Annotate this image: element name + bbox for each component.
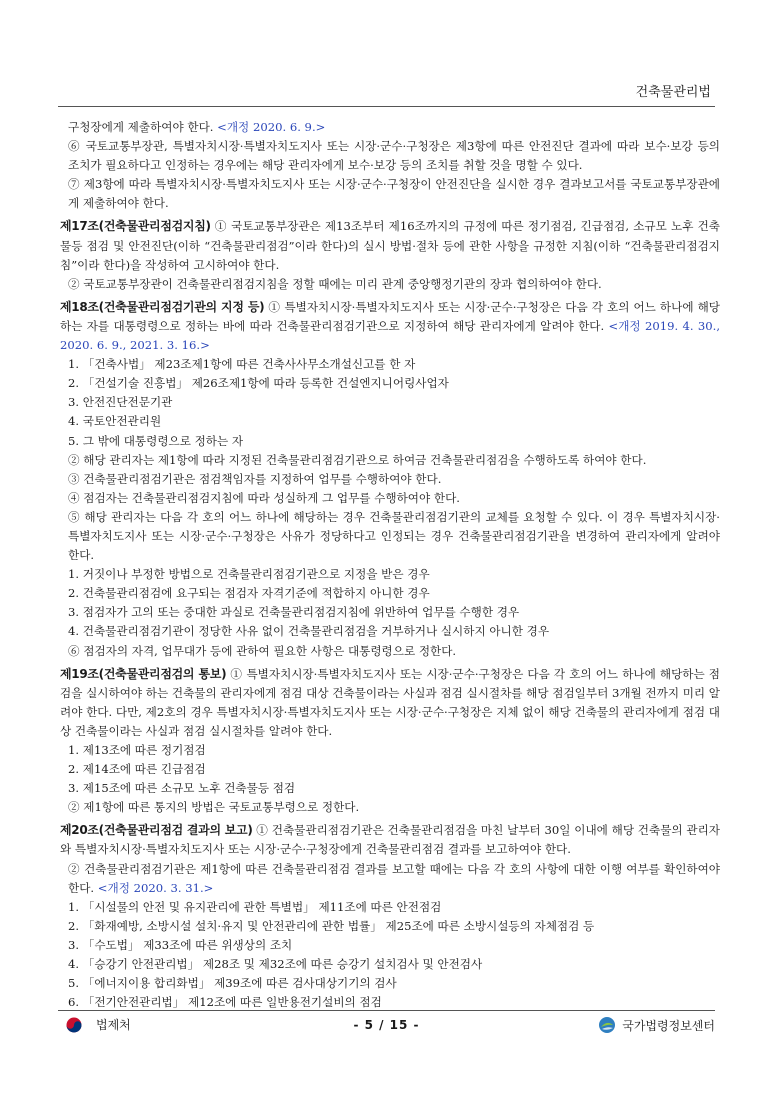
list-item: 4. 국토안전관리원: [68, 414, 162, 429]
article-heading: 제20조(건축물관리점검 결과의 보고): [60, 823, 253, 838]
list-item: 4. 「승강기 안전관리법」 제28조 및 제32조에 따른 승강기 설치검사 및 안전검사: [68, 957, 483, 972]
article-19: 제19조(건축물관리점검의 통보) ① 특별자치시장·특별자치도지사 또는 시장·군수·구청장은 다음 각 호의 어느 하나에 해당하는 점검을 실시하여야 하는 건축물의 관리자에게 점검 대상 건축물이라는 사실과 점검 실시절차를 해당 점검일부터 3개월 전까지 미리 알려야 한다. 다만, 제2호의 경우 특별자치시장·특별자치도지사 또는 시장·군수·구청장은 지체 없이 해당 건축물의 관리자에게 점검 대상 건축물이라는 사실과 점검 실시절차를 알려야 한다.: [60, 666, 720, 738]
article-20: 제20조(건축물관리점검 결과의 보고) ① 건축물관리점검기관은 건축물관리점검을 마친 날부터 30일 이내에 해당 건축물의 관리자와 특별자치시장·특별자치도지사 또는 시장·군수·구청장에게 건축물관리점검 결과를 보고하여야 한다.: [60, 823, 720, 857]
paragraph: ⑤ 해당 관리자는 다음 각 호의 어느 하나에 해당하는 경우 건축물관리점검기관의 교체를 요청할 수 있다. 이 경우 특별자치시장·특별자치도지사 또는 시장·군수·구청장은 사유가 정당하다고 인정되는 경우 건축물관리점검기관을 변경하여 관리자에게 알려야 한다.: [68, 509, 720, 563]
amendment-note: <개정 2020. 3. 31.>: [97, 880, 214, 895]
article-heading: 제17조(건축물관리점검지침): [60, 219, 211, 234]
list-item: 3. 「수도법」 제33조에 따른 위생상의 조치: [68, 937, 293, 952]
paragraph: ⑦ 제3항에 따라 특별자치시장·특별자치도지사 또는 시장·군수·구청장이 안전진단을 실시한 경우 결과보고서를 국토교통부장관에게 제출하여야 한다.: [68, 177, 720, 211]
page-footer: [58, 1016, 715, 1038]
list-item: 1. 「건축사법」 제23조제1항에 따른 건축사사무소개설신고를 한 자: [68, 357, 416, 372]
paragraph: ② 해당 관리자는 제1항에 따라 지정된 건축물관리점검기관으로 하여금 건축물관리점검을 수행하도록 하여야 한다.: [68, 452, 647, 467]
article-18: 제18조(건축물관리점검기관의 지정 등) ① 특별자치시장·특별자치도지사 또는 시장·군수·구청장은 다음 각 호의 어느 하나에 해당하는 자를 대통령령으로 정하는 바에 따라 건축물관리점검기관으로 지정하여 해당 관리자에게 알려야 한다. <개정 2019. 4. 30., 2020. 6. 9., 2021. 3. 16.>: [60, 299, 721, 353]
list-item: 6. 「전기안전관리법」 제12조에 따른 일반용전기설비의 점검: [68, 995, 382, 1010]
amendment-note: <개정 2019. 4. 30., 2020. 6. 9., 2021. 3. 16.>: [60, 318, 721, 353]
law-text-body: [60, 118, 720, 1012]
header-divider: [58, 106, 715, 107]
list-item: 5. 그 밖에 대통령령으로 정하는 자: [68, 433, 244, 448]
list-item: 2. 「건설기술 진흥법」 제26조제1항에 따라 등록한 건설엔지니어링사업자: [68, 376, 449, 391]
list-item: 2. 「화재예방, 소방시설 설치·유지 및 안전관리에 관한 법률」 제25조에 따른 소방시설등의 자체점검 등: [68, 918, 595, 933]
article-heading: 제18조(건축물관리점검기관의 지정 등): [60, 299, 265, 314]
list-item: 3. 점검자가 고의 또는 중대한 과실로 건축물관리점검지침에 위반하여 업무를 수행한 경우: [68, 605, 520, 620]
list-item: 1. 거짓이나 부정한 방법으로 건축물관리점검기관으로 지정을 받은 경우: [68, 567, 430, 582]
amendment-note: <개정 2020. 6. 9.>: [217, 120, 326, 134]
list-item: 2. 제14조에 따른 긴급점검: [68, 762, 206, 777]
list-item: 2. 건축물관리점검에 요구되는 점검자 자격기준에 적합하지 아니한 경우: [68, 586, 430, 601]
list-item: 3. 안전진단전문기관: [68, 395, 173, 410]
paragraph: ② 건축물관리점검기관은 제1항에 따른 건축물관리점검 결과를 보고할 때에는 다음 각 호의 사항에 대한 이행 여부를 확인하여야 한다. <개정 2020. 3. 31.>: [68, 861, 720, 895]
list-item: 4. 건축물관리점검기관이 정당한 사유 없이 건축물관리점검을 거부하거나 실시하지 아니한 경우: [68, 624, 550, 639]
page-number: - 5 / 15 -: [353, 1018, 420, 1032]
paragraph: ④ 점검자는 건축물관리점검지침에 따라 성실하게 그 업무를 수행하여야 한다.: [68, 490, 460, 505]
paragraph: ② 제1항에 따른 통지의 방법은 국토교통부령으로 정한다.: [68, 800, 360, 815]
list-item: 1. 제13조에 따른 정기점검: [68, 743, 206, 757]
footer-right: [598, 1016, 715, 1034]
paragraph: ⑥ 국토교통부장관, 특별자치시장·특별자치도지사 또는 시장·군수·구청장은 제3항에 따른 안전진단 결과에 따라 보수·보강 등의 조치가 필요하다고 인정하는 경우에는 해당 관리자에게 보수·보강 등의 조치를 취할 것을 명할 수 있다.: [68, 139, 720, 173]
paragraph: ② 국토교통부장관이 건축물관리점검지침을 정할 때에는 미리 관계 중앙행정기관의 장과 협의하여야 한다.: [68, 276, 602, 291]
footer-divider: [58, 1010, 715, 1011]
list-item: 5. 「에너지이용 합리화법」 제39조에 따른 검사대상기기의 검사: [68, 976, 397, 991]
article-17: 제17조(건축물관리점검지침) ① 국토교통부장관은 제13조부터 제16조까지의 규정에 따른 정기점검, 긴급점검, 소규모 노후 건축물등 점검 및 안전진단(이하 “건축물관리점검”이라 한다)의 실시 방법·절차 등에 관한 사항을 규정한 지침(이하 “건축물관리점검지침”이라 한다)을 작성하여 고시하여야 한다.: [60, 219, 720, 272]
paragraph: ③ 건축물관리점검기관은 점검책임자를 지정하여 업무를 수행하여야 한다.: [68, 471, 442, 486]
law-info-center-logo-icon: [598, 1016, 616, 1034]
footer-center-label: 국가법령정보센터: [622, 1018, 715, 1033]
article-heading: 제19조(건축물관리점검의 통보): [60, 666, 227, 681]
list-item: 3. 제15조에 따른 소규모 노후 건축물등 점검: [68, 781, 296, 796]
list-item: 1. 「시설물의 안전 및 유지관리에 관한 특별법」 제11조에 따른 안전점검: [68, 899, 442, 914]
page-header-title: 건축물관리법: [635, 85, 711, 100]
footer-source-label: 법제처: [96, 1018, 131, 1032]
paragraph: ⑥ 점검자의 자격, 업무대가 등에 관하여 필요한 사항은 대통령령으로 정한다.: [68, 643, 457, 658]
paragraph: 구청장에게 제출하여야 한다. <개정 2020. 6. 9.>: [68, 120, 326, 134]
